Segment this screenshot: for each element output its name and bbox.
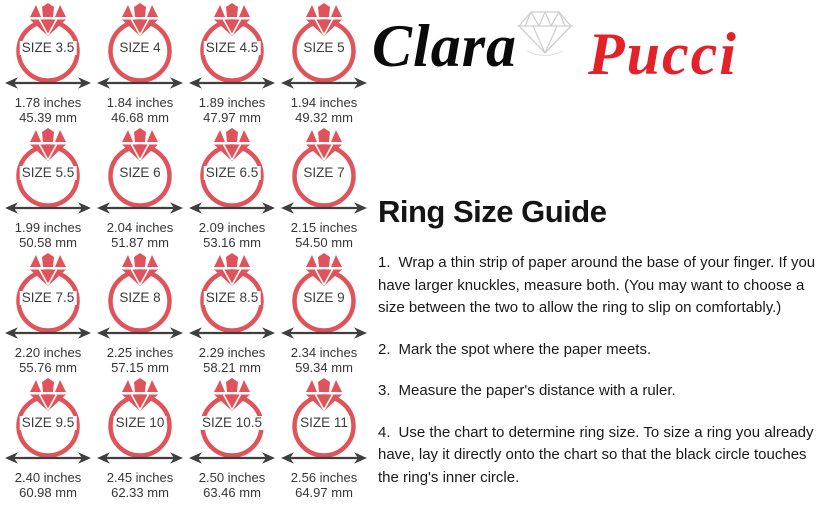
ring-size-grid [2, 2, 374, 502]
step-text: Measure the paper's distance with a ruler. [398, 382, 676, 399]
page-title: Ring Size Guide [378, 194, 607, 229]
ring-diameter-inches: 1.89 inches [198, 95, 266, 110]
step-text: Mark the spot where the paper meets. [398, 340, 652, 358]
instructions-list [378, 252, 830, 508]
ring-size-label: SIZE 4 [119, 40, 161, 55]
step-number: 4. [378, 423, 391, 441]
ring-diagram [94, 127, 186, 219]
ring-diameter-inches: 1.99 inches [14, 220, 82, 235]
brand-name-pucci: Pucci [588, 21, 738, 87]
ring-size-cell [94, 2, 186, 127]
ring-diameter-mm: 55.76 mm [19, 360, 77, 375]
ring-diameter-mm: 58.21 mm [203, 360, 261, 375]
ring-diameter-inches: 1.94 inches [290, 95, 358, 110]
ring-diagram [2, 377, 94, 469]
ring-size-cell [2, 2, 94, 127]
ring-diagram [186, 127, 278, 219]
ring-size-label: SIZE 10 [115, 415, 165, 430]
ring-diagram [94, 377, 186, 469]
ring-measurements [278, 95, 370, 125]
ring-diagram [2, 252, 94, 344]
ring-measurements [278, 470, 370, 500]
instruction-step-2 [378, 339, 830, 362]
ring-measurements [94, 345, 186, 375]
ring-size-label: SIZE 6 [119, 165, 161, 180]
ring-diagram [94, 252, 186, 344]
ring-diameter-mm: 60.98 mm [19, 485, 77, 500]
ring-diameter-mm: 45.39 mm [19, 110, 77, 125]
ring-diagram [278, 377, 370, 469]
ring-size-cell [278, 377, 370, 502]
step-text: Use the chart to determine ring size. To size a ring you already have, lay it directly onto the chart so that the black circle touches the ring's inner circle. [378, 423, 814, 486]
ring-diameter-inches: 2.15 inches [290, 220, 358, 235]
ring-size-label: SIZE 9.5 [21, 415, 75, 430]
ring-diagram [186, 2, 278, 94]
ring-size-cell [186, 127, 278, 252]
ring-diameter-mm: 51.87 mm [111, 235, 169, 250]
ring-diameter-inches: 2.50 inches [198, 470, 266, 485]
ring-size-cell [278, 2, 370, 127]
ring-diagram [278, 252, 370, 344]
ring-measurements [186, 220, 278, 250]
ring-measurements [94, 95, 186, 125]
ring-size-cell [94, 252, 186, 377]
ring-size-cell [278, 127, 370, 252]
ring-diameter-mm: 50.58 mm [19, 235, 77, 250]
ring-diameter-inches: 2.40 inches [14, 470, 82, 485]
ring-diagram [186, 377, 278, 469]
instruction-step-4 [378, 422, 830, 490]
ring-measurements [186, 470, 278, 500]
ring-diameter-inches: 1.78 inches [14, 95, 82, 110]
ring-diagram [278, 2, 370, 94]
ring-diameter-inches: 2.45 inches [106, 470, 174, 485]
ring-diagram [94, 2, 186, 94]
ring-diagram [186, 252, 278, 344]
ring-diameter-mm: 64.97 mm [295, 485, 353, 500]
ring-measurements [278, 220, 370, 250]
ring-size-label: SIZE 11 [300, 415, 348, 430]
ring-diameter-mm: 54.50 mm [295, 235, 353, 250]
instruction-step-1 [378, 252, 830, 320]
ring-diameter-mm: 59.34 mm [295, 360, 353, 375]
ring-size-label: SIZE 7 [303, 165, 345, 180]
ring-size-label: SIZE 8 [119, 290, 161, 305]
ring-measurements [94, 470, 186, 500]
ring-diameter-mm: 57.15 mm [111, 360, 169, 375]
ring-measurements [278, 345, 370, 375]
ring-diameter-inches: 2.20 inches [14, 345, 82, 360]
instruction-step-3 [378, 380, 830, 403]
step-number: 1. [378, 254, 391, 271]
ring-size-cell [2, 127, 94, 252]
ring-diameter-inches: 1.84 inches [106, 95, 174, 110]
ring-size-cell [186, 377, 278, 502]
step-number: 3. [378, 382, 391, 399]
ring-diameter-inches: 2.29 inches [198, 345, 266, 360]
ring-diameter-mm: 46.68 mm [111, 110, 169, 125]
ring-size-label: SIZE 4.5 [205, 40, 259, 55]
ring-diameter-mm: 63.46 mm [203, 485, 261, 500]
ring-size-label: SIZE 9 [303, 290, 345, 305]
ring-measurements [2, 220, 94, 250]
diamond-outline-icon [514, 6, 576, 58]
ring-size-label: SIZE 7.5 [21, 290, 75, 305]
ring-size-label: SIZE 5 [303, 40, 345, 55]
ring-diagram [278, 127, 370, 219]
ring-measurements [186, 345, 278, 375]
ring-diameter-mm: 62.33 mm [111, 485, 169, 500]
ring-measurements [2, 470, 94, 500]
ring-measurements [94, 220, 186, 250]
ring-diameter-mm: 47.97 mm [203, 110, 261, 125]
brand-name-clara: Clara [372, 13, 518, 79]
ring-diameter-inches: 2.04 inches [106, 220, 174, 235]
ring-size-cell [2, 252, 94, 377]
ring-size-label: SIZE 5.5 [21, 165, 75, 180]
ring-diameter-inches: 2.25 inches [106, 345, 174, 360]
ring-size-cell [94, 127, 186, 252]
ring-size-cell [186, 2, 278, 127]
step-text: Wrap a thin strip of paper around the base of your finger. If you have larger knuckles, measure both. (You may want to choose a size between the two to allow the ring to slip on comfortably.) [378, 254, 816, 316]
ring-size-cell [186, 252, 278, 377]
ring-diameter-inches: 2.09 inches [198, 220, 266, 235]
ring-size-label: SIZE 6.5 [205, 165, 259, 180]
ring-size-cell [278, 252, 370, 377]
ring-measurements [2, 95, 94, 125]
ring-size-cell [2, 377, 94, 502]
ring-diameter-mm: 53.16 mm [203, 235, 261, 250]
ring-diagram [2, 2, 94, 94]
ring-size-label: SIZE 3.5 [21, 40, 75, 55]
step-number: 2. [378, 340, 391, 358]
ring-diameter-inches: 2.56 inches [290, 470, 358, 485]
ring-measurements [2, 345, 94, 375]
ring-diameter-mm: 49.32 mm [295, 110, 353, 125]
ring-size-label: SIZE 10.5 [201, 415, 263, 430]
ring-size-cell [94, 377, 186, 502]
ring-size-label: SIZE 8.5 [205, 290, 259, 305]
ring-diameter-inches: 2.34 inches [290, 345, 358, 360]
ring-diagram [2, 127, 94, 219]
ring-measurements [186, 95, 278, 125]
